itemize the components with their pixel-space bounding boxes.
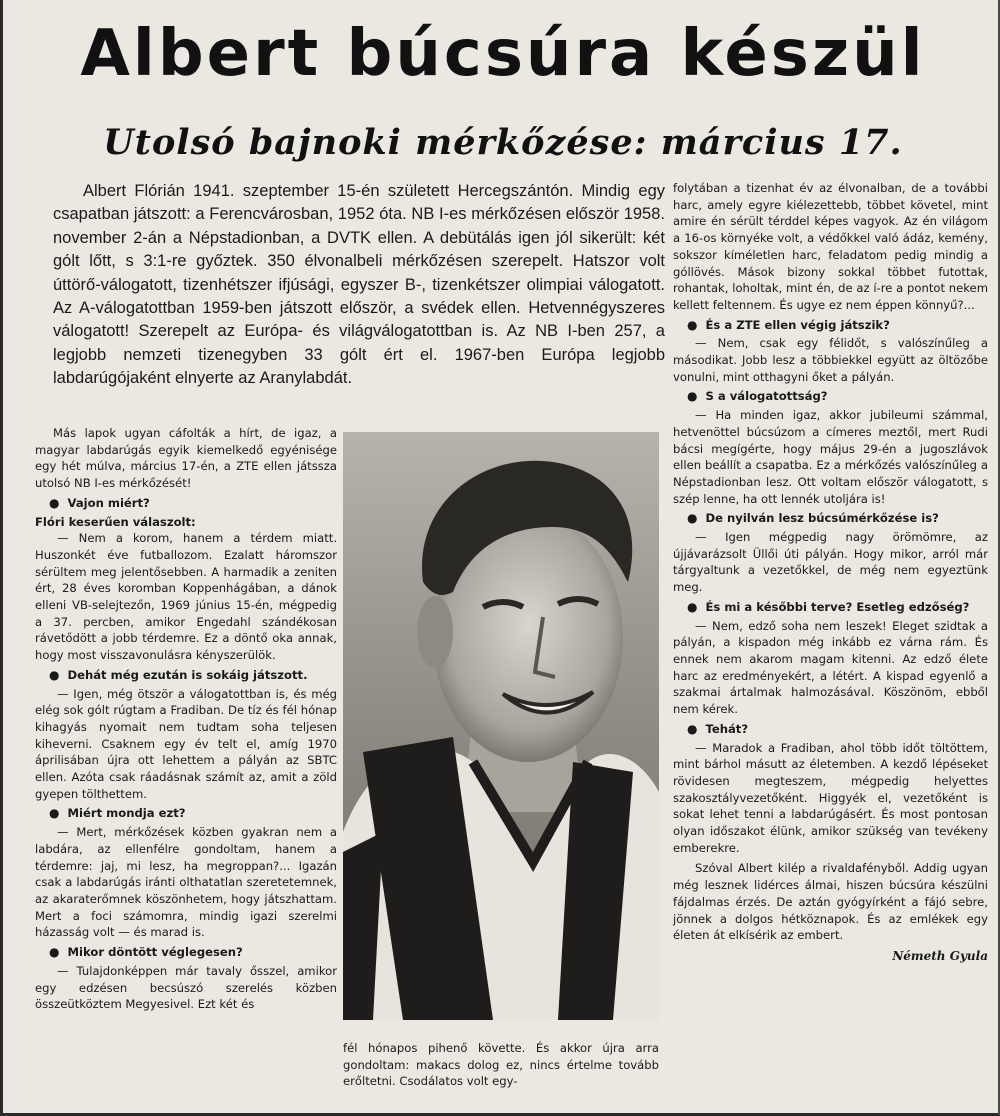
- answer-lead: Flóri keserűen válaszolt:: [35, 514, 196, 529]
- middle-column-bottom: [343, 1040, 659, 1090]
- portrait-photo-icon: [343, 432, 659, 1020]
- question-heading: ● Dehát még ezután is sokáig játszott.: [35, 667, 337, 684]
- question-heading: ● Tehát?: [673, 721, 988, 738]
- answer-paragraph: fél hónapos pihenő követte. És akkor újra arra gondoltam: makacs dolog ez, nincs értelme tovább erőltetni. Csodálatos volt egy-: [343, 1041, 659, 1089]
- headline: Albert búcsúra készül: [80, 17, 926, 91]
- question-heading: ● S a válogatottság?: [673, 388, 988, 405]
- question-heading: ● És mi a későbbi terve? Esetleg edzőség?: [673, 599, 988, 616]
- question-heading: ● Vajon miért?: [35, 495, 337, 512]
- answer-paragraph: — Tulajdonképpen már tavaly ősszel, amikor egy edzésen becsúszó szerelés közben összeütköztem Megyesivel. Ezt két és: [35, 963, 337, 1012]
- left-column: [35, 425, 337, 1013]
- question-heading: ● De nyilván lesz búcsúmérkőzése is?: [673, 510, 988, 527]
- answer-paragraph: — Nem, edző soha nem leszek! Eleget szidtak a pályán, a kispadon még inkább ez várna rám. És ennek nem akarom magam kitenni. Az edző élete harc az eredményekért, a létért. A kispad egyenlő a szakmai ártalmak halmozásával. Köszönöm, ebből nem kérek.: [673, 618, 988, 717]
- intro-paragraph: Más lapok ugyan cáfolták a hírt, de igaz, a magyar labdarúgás egyik kiemelkedő egyénisége egy hét múlva, március 17-én, a ZTE ellen játssza utolsó NB I-es mérkőzését!: [35, 426, 337, 491]
- answer-paragraph: folytában a tizenhat év az élvonalban, de a további harc, amely egyre kiélezettebb, többet követel, mint amire én sérült térddel képes vagyok. Az én világom a 16-os környéke volt, a védőkkel való ádáz, kemény, sokszor kíméletlen harc, feladatom pedig mindig a góllövés. Mások bizony sokkal többet futottak, rohantak, loholtak, mint én, de az í-re a pontot nekem kellett feltennem. És ugye ez nem éppen könnyű?...: [673, 181, 988, 312]
- answer-paragraph: — Mert, mérkőzések közben gyakran nem a labdára, az ellenfélre gondoltam, hanem a térdemre: jaj, mi lesz, ha megroppan?... Igazán csak a labdarúgás iránti olthatatlan szeretetemnek, az akaraterőmnek köszönhetem, hogy játszhattam. Mert a foci számomra, mindig igazi szerelmi házasság volt — és marad is.: [35, 825, 337, 940]
- subheadline: Utolsó bajnoki mérkőzése: március 17.: [103, 122, 903, 163]
- closing-paragraph: Szóval Albert kilép a rivaldafényből. Addig ugyan még lesznek lidérces álmai, hiszen búcsúra készülni fájdalmas érzés. De aztán gyógyírként a fájó sebre, jönnek a dolgos hétköznapok. És az emlékek egy életen át elkísérik az embert.: [673, 861, 988, 943]
- question-heading: ● Mikor döntött véglegesen?: [35, 944, 337, 961]
- question-heading: ● Miért mondja ezt?: [35, 805, 337, 822]
- question-heading: ● És a ZTE ellen végig játszik?: [673, 317, 988, 334]
- answer-paragraph: — Igen, még ötször a válogatottban is, és még elég sok gólt rúgtam a Fradiban. De tíz és fél hónap kihagyás nyomait nem tudtam soha teljesen kiheverni. Csaknem egy év telt el, amíg 1970 áprilisában újra ott lehettem a pályán az SBTC ellen. Azóta csak ráadásnak számít az, amit a zöld gyepen tölthettem.: [35, 686, 337, 801]
- answer-paragraph: — Igen mégpedig nagy örömömre, az újjávarázsolt Üllői úti pályán. Hogy mikor, arról már tárgyaltunk a vezetőkkel, de még nem egyeztünk meg.: [673, 530, 988, 595]
- answer-paragraph: — Maradok a Fradiban, ahol több időt töltöttem, mint bárhol másutt az életemben. A kezdő lépéseket rövidesen megteszem, mégpedig helyettes szakosztályvezetőként. Higgyék el, vezetőként is sokat lehet tenni a labdarúgásért. És most pontosan olyan időszakot élünk, amikor szükség van tevékeny emberekre.: [673, 740, 988, 855]
- right-column: [673, 180, 988, 965]
- lead-paragraph: Albert Flórián 1941. szeptember 15-én született Hercegszántón. Mindig egy csapatban játszott: a Ferencvárosban, 1952 óta. NB I-es mérkőzésen először 1958. november 2-án a Népstadionban, a DVTK ellen. A debütálás igen jól sikerült: két gólt lőtt, s 3:1-re győztek. 350 élvonalbeli mérkőzésen szerepelt. Hatszor volt úttörő-válogatott, tizenhétszer ifjúsági, egyszer B-, tizenkétszer olimpiai válogatott. Az A-válogatottban 1959-ben játszott először, a svédek ellen. Hetvennégyszeres válogatott! Szerepelt az Európa- és világválogatottban is. Az NB I-ben 257, a legjobb nemzeti tizenegyben 33 gólt ért el. 1967-ben Európa legjobb labdarúgójaként elnyerte az Aranylabdát.: [53, 182, 665, 388]
- answer-paragraph: — Ha minden igaz, akkor jubileumi számmal, hetvenöttel búcsúzom a címeres meztől, mert Rudi bácsi megígérte, hogy május 29-én a jugoszlávok ellen beállít a csapatba. Ez a mérkőzés valószínűleg a Népstadionban lesz. Ott voltam először válogatott, s szép lenne, ha ott lennék utoljára is!: [673, 408, 988, 506]
- byline: Németh Gyula: [892, 948, 988, 963]
- answer-paragraph: — Nem a korom, hanem a térdem miatt. Huszonkét éve futballozom. Ezalatt háromszor sérültem meg jelentősebben. A harmadik a zeniten ért, 28 éves koromban Koppenhágában, a dánok elleni VB-selejtezőn, 1969 június 15-én, mégpedig a 37. percben, amikor Engedahl szándékosan rávetődött a jobb térdemre. Ez a döntő oka annak, hogy most visszavonulásra kényszerülök.: [35, 531, 337, 663]
- answer-paragraph: — Nem, csak egy félidőt, s valószínűleg a másodikat. Jobb lesz a többiekkel együtt az öltözőbe vonulni, mint otthagyni őket a pályán.: [673, 336, 988, 384]
- portrait-graphic: [343, 432, 659, 1020]
